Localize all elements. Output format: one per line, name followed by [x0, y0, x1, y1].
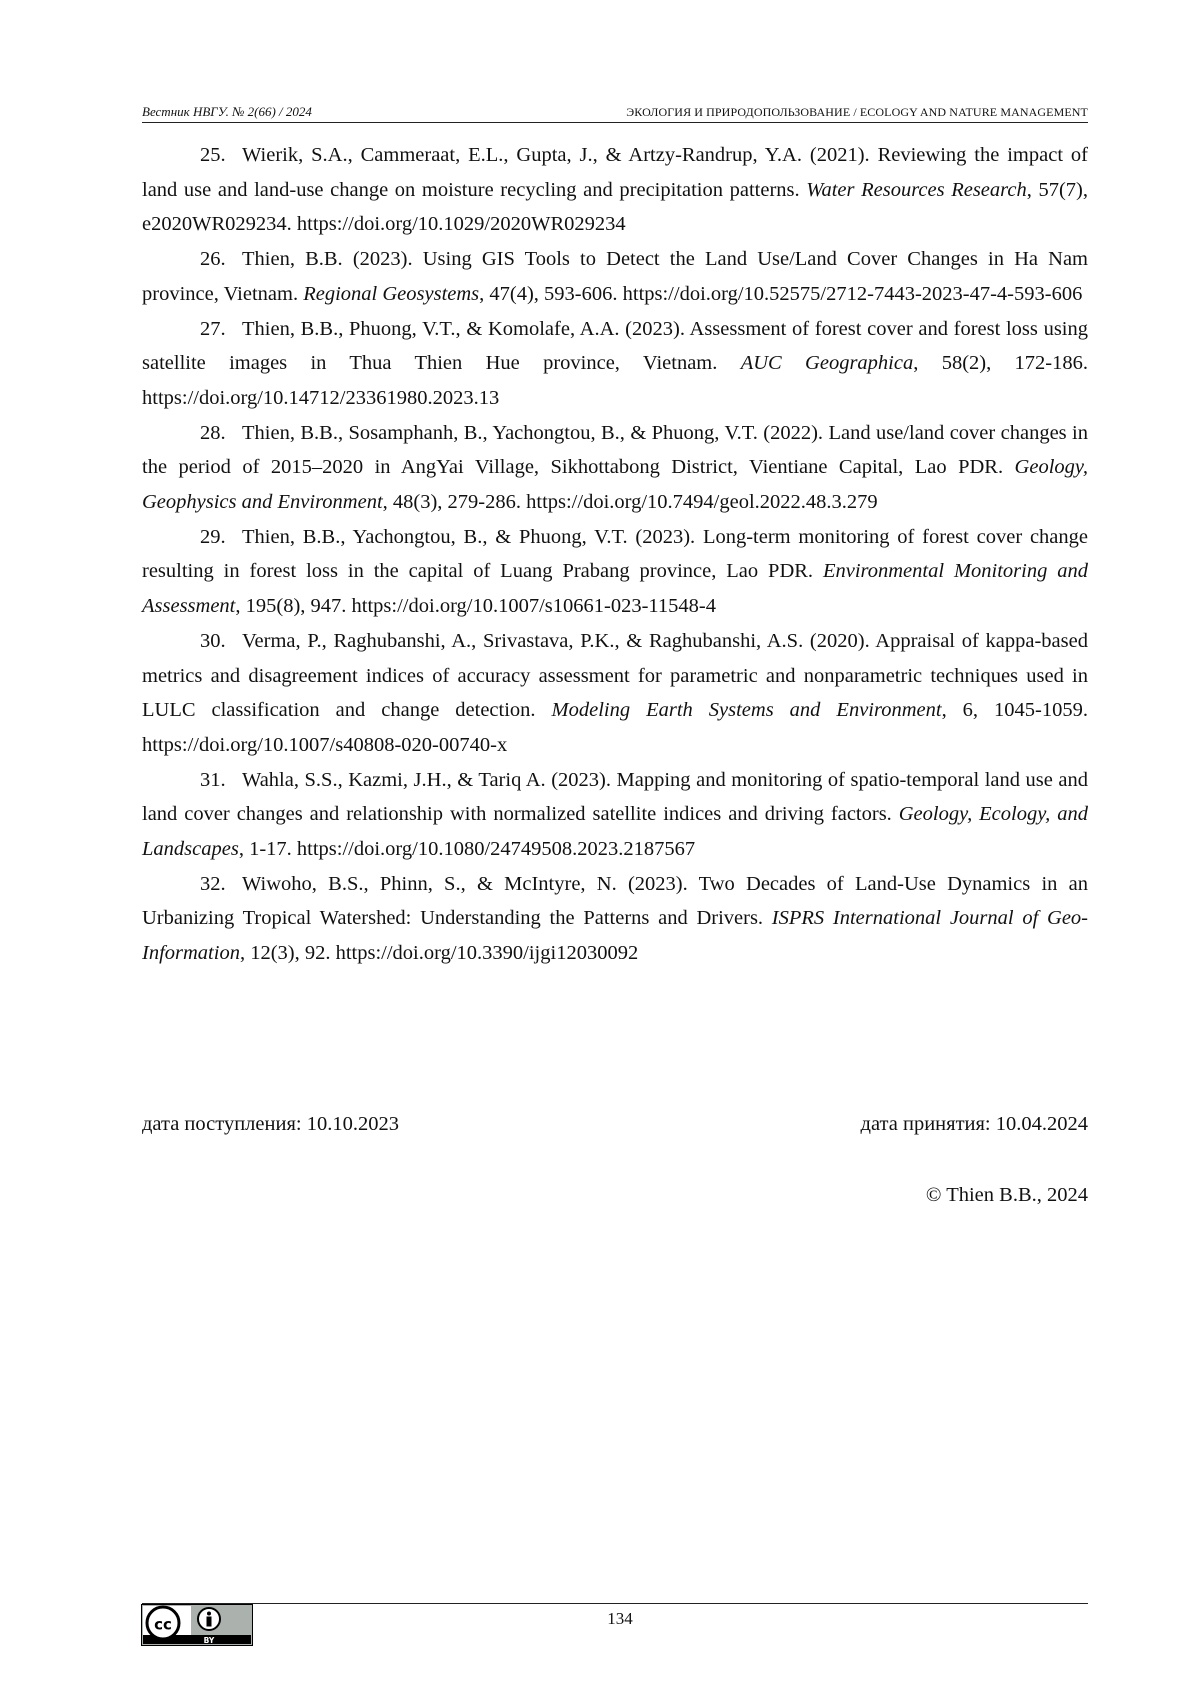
reference-item: [142, 416, 1088, 520]
reference-details: , 58(2), 172-186. https://doi.org/10.14712/23361980.2023.13: [142, 352, 1088, 409]
reference-citation: Wahla, S.S., Kazmi, J.H., & Tariq A. (2023). Mapping and monitoring of spatio-temporal land use and land cover changes and relationship with normalized satellite indices and driving factors.: [142, 768, 1088, 826]
page-number: 134: [607, 1609, 633, 1628]
article-dates: [142, 1113, 1088, 1136]
reference-citation: Thien, B.B., Phuong, V.T., & Komolafe, A.A. (2023). Assessment of forest cover and forest loss using satellite images in Thua Thien Hue province, Vietnam.: [142, 317, 1088, 375]
reference-journal: ISPRS International Journal of Geo-Information: [142, 907, 1088, 965]
reference-number: 26.: [200, 248, 226, 271]
reference-details: , 12(3), 92. https://doi.org/10.3390/ijgi12030092: [239, 942, 639, 965]
reference-journal: Modeling Earth Systems and Environment: [551, 699, 942, 722]
reference-citation: Thien, B.B., Sosamphanh, B., Yachongtou, B., & Phuong, V.T. (2022). Land use/land cover changes in the period of 2015–2020 in AngYai Village, Sikhottabong District, Vientiane Capital, Lao PDR.: [142, 421, 1088, 479]
reference-item: [142, 312, 1088, 416]
reference-details: , 57(7), e2020WR029234. https://doi.org/10.1029/2020WR029234: [142, 178, 1089, 236]
reference-number: 31.: [200, 768, 226, 791]
reference-list: [142, 138, 1088, 971]
accepted-date: дата принятия: 10.04.2024: [860, 1113, 1088, 1135]
reference-citation: Wiwoho, B.S., Phinn, S., & McIntyre, N. (2023). Two Decades of Land-Use Dynamics in an Urbanizing Tropical Watershed: Understanding the Patterns and Drivers.: [142, 872, 1088, 930]
reference-details: , 47(4), 593-606. https://doi.org/10.52575/2712-7443-2023-47-4-593-606: [479, 282, 1083, 305]
cc-symbol: cc: [154, 1615, 172, 1634]
cc-by-label: BY: [203, 1636, 215, 1645]
reference-number: 28.: [200, 421, 226, 444]
reference-journal: Water Resources Research: [806, 178, 1027, 201]
footer-rule: [142, 1603, 1088, 1604]
reference-citation: Wierik, S.A., Cammeraat, E.L., Gupta, J., & Artzy-Randrup, Y.A. (2021). Reviewing the impact of land use and land-use change on moisture recycling and precipitation patterns.: [142, 144, 1088, 201]
reference-journal: Geology, Geophysics and Environment: [142, 456, 1088, 514]
reference-journal: Regional Geosystems: [303, 282, 480, 305]
reference-item: [142, 867, 1088, 971]
reference-number: 30.: [200, 629, 226, 652]
reference-item: [142, 138, 1088, 242]
running-header: [142, 104, 1088, 123]
reference-details: , 195(8), 947. https://doi.org/10.1007/s10661-023-11548-4: [235, 595, 716, 618]
reference-details: , 48(3), 279-286. https://doi.org/10.7494/geol.2022.48.3.279: [382, 491, 878, 514]
reference-item: [142, 520, 1088, 624]
reference-journal: Geology, Ecology, and Landscapes: [142, 803, 1088, 861]
received-date: дата поступления: 10.10.2023: [142, 1113, 399, 1135]
reference-number: 29.: [200, 525, 226, 548]
cc-by-icon: [141, 1604, 253, 1646]
reference-number: 32.: [200, 872, 226, 895]
journal-issue: Вестник НВГУ. № 2(66) / 2024: [142, 104, 312, 119]
reference-citation: Verma, P., Raghubanshi, A., Srivastava, P.K., & Raghubanshi, A.S. (2020). Appraisal of kappa-based metrics and disagreement indices of accuracy assessment for parametric and nonparametric techniques used in LULC classification and change detection.: [142, 629, 1088, 722]
reference-number: 25.: [200, 144, 226, 166]
reference-item: [142, 242, 1088, 311]
reference-details: , 6, 1045-1059. https://doi.org/10.1007/s40808-020-00740-x: [142, 699, 1088, 756]
reference-item: [142, 763, 1088, 867]
reference-item: [142, 624, 1088, 763]
reference-details: , 1-17. https://doi.org/10.1080/24749508.2023.2187567: [238, 838, 696, 861]
reference-journal: Environmental Monitoring and Assessment: [142, 560, 1088, 618]
reference-journal: AUC Geographica: [740, 352, 914, 375]
reference-citation: Thien, B.B. (2023). Using GIS Tools to Detect the Land Use/Land Cover Changes in Ha Nam province, Vietnam.: [142, 248, 1088, 305]
section-title: ЭКОЛОГИЯ И ПРИРОДОПОЛЬЗОВАНИЕ / ECOLOGY AND NATURE MANAGEMENT: [626, 105, 1088, 119]
copyright-notice: © Thien B.B., 2024: [925, 1184, 1088, 1206]
reference-citation: Thien, B.B., Yachongtou, B., & Phuong, V.T. (2023). Long-term monitoring of forest cover change resulting in forest loss in the capital of Luang Prabang province, Lao PDR.: [142, 525, 1088, 583]
reference-number: 27.: [200, 317, 226, 340]
